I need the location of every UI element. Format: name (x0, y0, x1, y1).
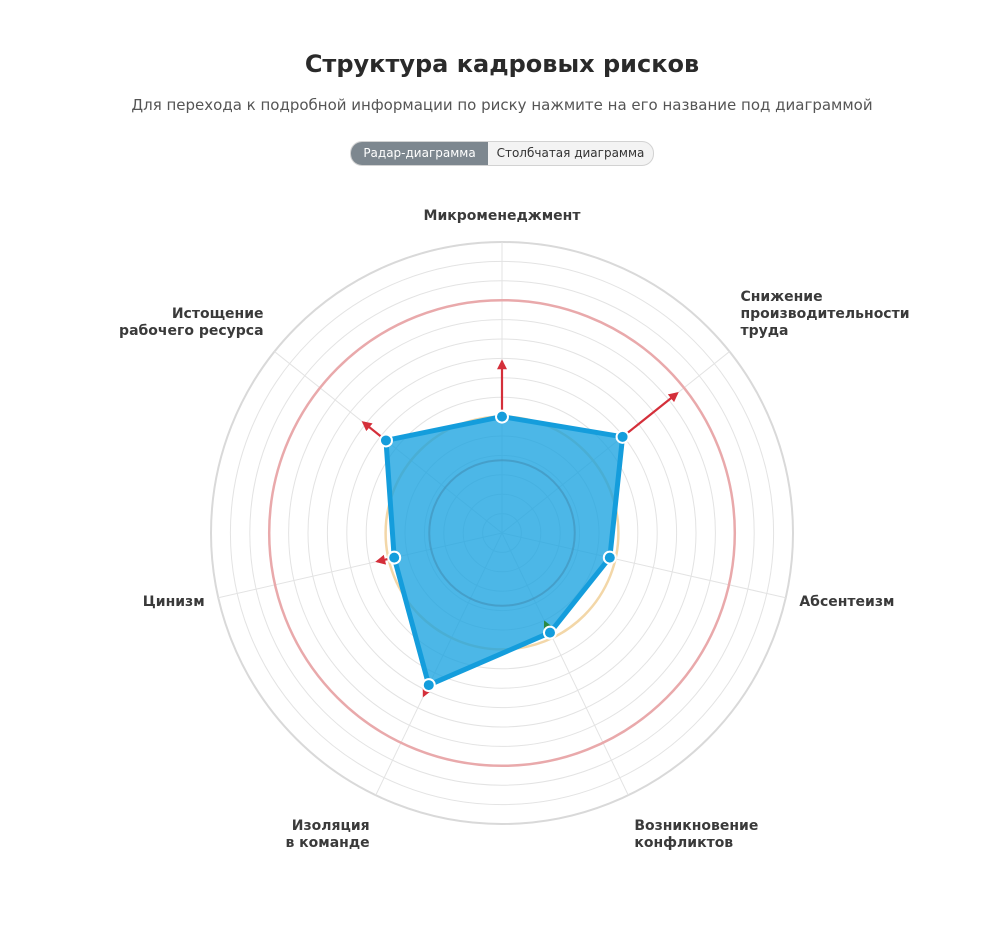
axis-label-line: в команде (285, 834, 370, 851)
axis-label-line: Изоляция (291, 817, 370, 834)
axis-label[interactable] (424, 208, 582, 224)
risk-point[interactable] (388, 552, 400, 564)
radar-chart-tab[interactable]: Радар-диаграмма (351, 142, 488, 165)
page-title: Структура кадровых рисков (304, 50, 700, 78)
risk-point[interactable] (423, 679, 435, 691)
axis-label[interactable] (143, 594, 205, 610)
axis-label-line: рабочего ресурса (119, 322, 264, 339)
axis-label-line: Истощение (171, 305, 264, 322)
risk-series (386, 417, 623, 685)
axis-label[interactable] (285, 818, 369, 851)
axis-label[interactable] (799, 594, 894, 610)
axis-label-line: труда (740, 322, 789, 339)
axis-label-line: производительности (740, 305, 910, 322)
risk-point[interactable] (617, 431, 629, 443)
risk-point[interactable] (496, 411, 508, 423)
risk-point[interactable] (604, 552, 616, 564)
axis-label[interactable] (740, 289, 909, 339)
risk-area (386, 417, 623, 685)
axis-label-line: Цинизм (142, 593, 205, 610)
axis-label[interactable] (634, 818, 758, 851)
bar-chart-tab[interactable]: Столбчатая диаграмма (496, 146, 645, 160)
axis-label[interactable] (119, 306, 263, 339)
risk-point[interactable] (380, 434, 392, 446)
page-subtitle: Для перехода к подробной информации по риску нажмите на его название под диаграммой (131, 96, 873, 114)
risk-point[interactable] (544, 627, 556, 639)
axis-label-line: Абсентеизм (799, 593, 895, 610)
axis-label-line: конфликтов (634, 834, 734, 851)
axis-label-line: Возникновение (634, 817, 759, 834)
axis-label-line: Микроменеджмент (423, 208, 581, 224)
axis-label-line: Снижение (740, 288, 823, 305)
